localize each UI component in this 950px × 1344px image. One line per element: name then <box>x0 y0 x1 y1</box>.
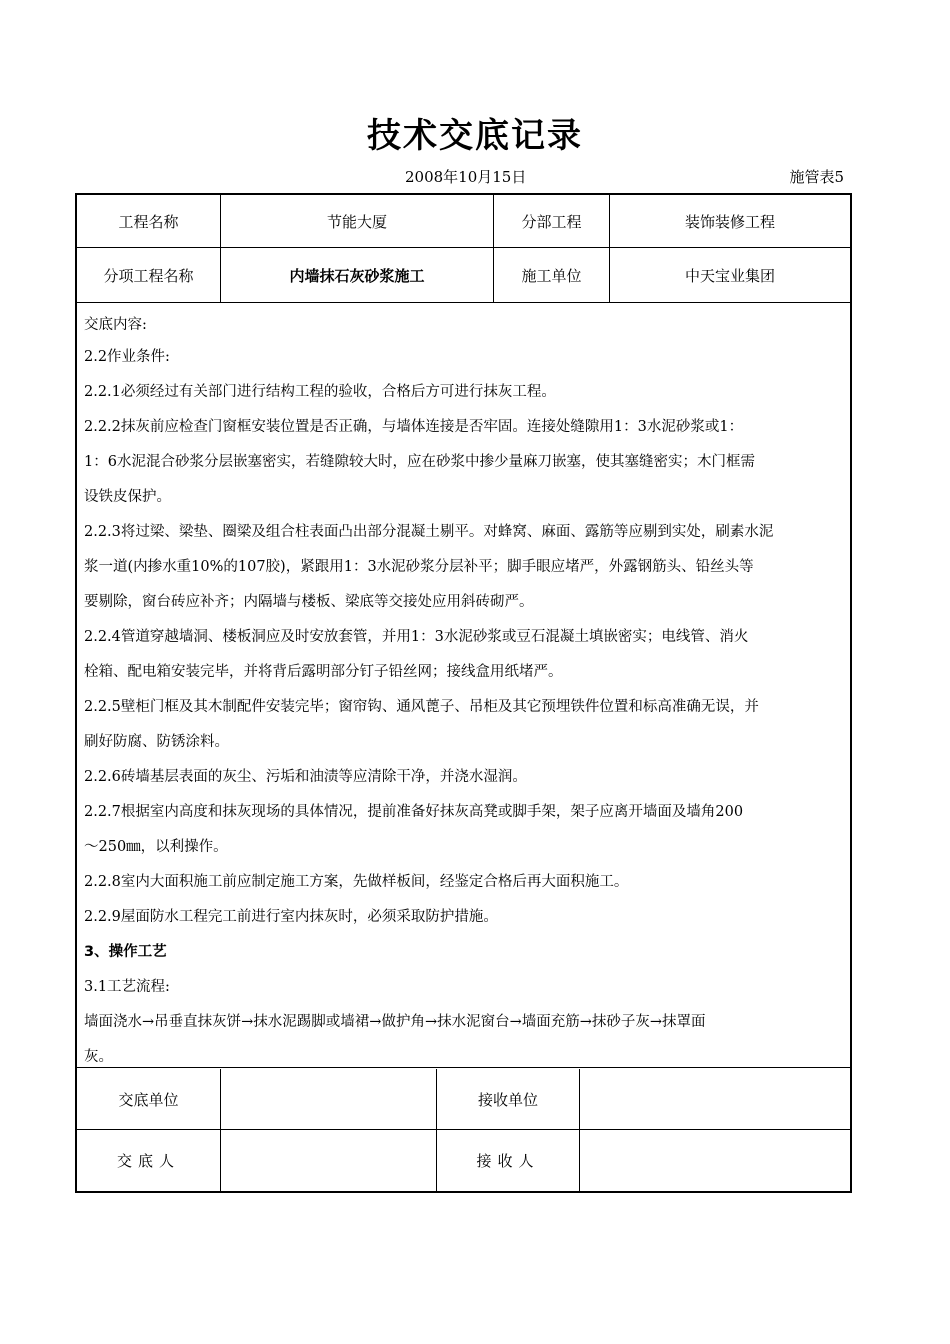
content-line: 2.2.7根据室内高度和抹灰现场的具体情况，提前准备好抹灰高凳或脚手架，架子应离开墙面及墙角200 <box>84 804 744 820</box>
disclosure-content <box>77 303 850 1068</box>
content-line: 2.2.5壁柜门框及其木制配件安装完毕；窗帘钩、通风蓖子、吊柜及其它预埋铁件位置和标高准确无误，并 <box>84 699 759 715</box>
content-line: 2.2.4管道穿越墙洞、楼板洞应及时安放套管，并用1：3水泥砂浆或豆石混凝土填嵌密实；电线管、消火 <box>84 629 749 645</box>
receiver-person-label: 接收人 <box>436 1130 579 1191</box>
unit-sign-row <box>77 1069 850 1130</box>
content-line: 1：6水泥混合砂浆分层嵌塞密实，若缝隙较大时，应在砂浆中掺少量麻刀嵌塞，使其塞缝密实；木门框需 <box>84 454 755 470</box>
issuer-person-value[interactable] <box>220 1130 436 1191</box>
document-title: 技术交底记录 <box>367 116 583 156</box>
content-line: 2.2作业条件: <box>84 349 170 365</box>
division-label: 分部工程 <box>493 195 609 247</box>
content-line: 设铁皮保护。 <box>84 489 171 505</box>
receiver-unit-value[interactable] <box>579 1069 850 1129</box>
subitem-row <box>77 248 850 303</box>
content-line: 2.2.3将过梁、梁垫、圈梁及组合柱表面凸出部分混凝土剔平。对蜂窝、麻面、露筋等应剔到实处，刷素水泥 <box>84 524 774 540</box>
content-line: ～250㎜，以利操作。 <box>84 839 228 855</box>
content-line: 2.2.8室内大面积施工前应制定施工方案，先做样板间，经鉴定合格后再大面积施工。 <box>84 874 629 890</box>
content-line: 栓箱、配电箱安装完毕，并将背后露明部分钉子铅丝网；接线盒用纸堵严。 <box>84 664 563 680</box>
project-name-value: 节能大厦 <box>220 195 493 247</box>
person-sign-row <box>77 1130 850 1191</box>
content-line: 交底内容: <box>84 317 147 333</box>
content-line: 3.1工艺流程: <box>84 979 170 995</box>
content-line: 2.2.6砖墙基层表面的灰尘、污垢和油渍等应清除干净，并浇水湿润。 <box>84 769 527 785</box>
content-line: 墙面浇水→吊垂直抹灰饼→抹水泥踢脚或墙裙→做护角→抹水泥窗台→墙面充筋→抹砂子灰→抹罩面 <box>84 1014 706 1030</box>
content-line: 灰。 <box>84 1049 113 1065</box>
issuer-unit-label: 交底单位 <box>118 1090 179 1109</box>
form-number: 施管表5 <box>789 168 844 186</box>
division-value: 装饰装修工程 <box>609 195 850 247</box>
content-line: 2.2.1必须经过有关部门进行结构工程的验收，合格后方可进行抹灰工程。 <box>84 384 556 400</box>
content-line: 2.2.9屋面防水工程完工前进行室内抹灰时，必须采取防护措施。 <box>84 909 498 925</box>
content-line: 刷好防腐、防锈涂料。 <box>84 734 229 750</box>
document-date: 2008年10月15日 <box>405 168 527 186</box>
issuer-person-label: 交底人 <box>116 1152 180 1170</box>
receiver-unit-label: 接收单位 <box>436 1069 579 1129</box>
section-heading: 3、操作工艺 <box>84 944 167 960</box>
content-line: 要剔除，窗台砖应补齐；内隔墙与楼板、梁底等交接处应用斜砖砌严。 <box>84 594 534 610</box>
contractor-value: 中天宝业集团 <box>609 248 850 302</box>
project-name-label: 工程名称 <box>118 212 179 231</box>
content-line: 2.2.2抹灰前应检查门窗框安装位置是否正确，与墙体连接是否牢固。连接处缝隙用1：3水泥砂浆或1： <box>84 419 744 435</box>
issuer-unit-value[interactable] <box>220 1069 436 1129</box>
contractor-label: 施工单位 <box>493 248 609 302</box>
record-table <box>75 193 852 1193</box>
subitem-label: 分项工程名称 <box>103 266 194 285</box>
project-row <box>77 195 850 248</box>
content-line: 浆一道(内掺水重10%的107胶)，紧跟用1：3水泥砂浆分层补平；脚手眼应堵严，外露钢筋头、铅丝头等 <box>84 559 754 575</box>
receiver-person-value[interactable] <box>579 1130 850 1191</box>
subitem-value: 内墙抹石灰砂浆施工 <box>220 248 493 302</box>
